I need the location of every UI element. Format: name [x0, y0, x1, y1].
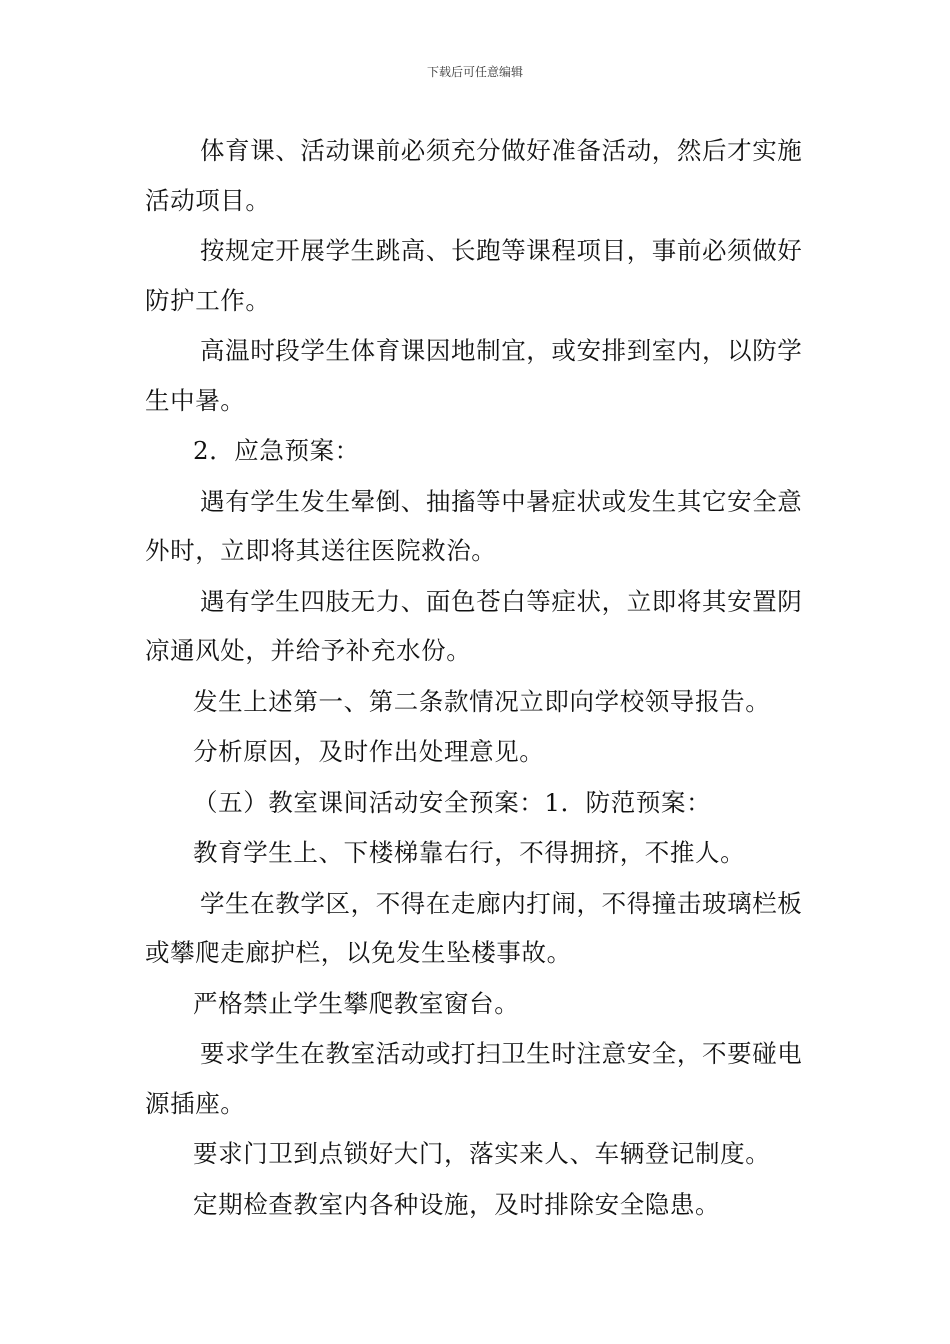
section-heading: 2．应急预案：: [193, 436, 360, 465]
paragraph: 定期检查教室内各种设施，及时排除安全隐患。: [193, 1189, 721, 1219]
document-body: [145, 126, 810, 1230]
paragraph: 严格禁止学生攀爬教室窗台。: [193, 988, 520, 1018]
paragraph: 学生在教学区，不得在走廊内打闹，不得撞击玻璃栏板或攀爬走廊护栏，以免发生坠楼事故。: [145, 888, 803, 967]
paragraph: 教育学生上、下楼梯靠右行，不得拥挤，不推人。: [193, 838, 746, 867]
paragraph: 分析原因，及时作出处理意见。: [193, 737, 545, 766]
paragraph: 要求学生在教室活动或打扫卫生时注意安全，不要碰电源插座。: [145, 1039, 803, 1118]
paragraph: 遇有学生四肢无力、面色苍白等症状，立即将其安置阴凉通风处，并给予补充水份。: [145, 586, 803, 665]
paragraph: 要求门卫到点锁好大门，落实来人、车辆登记制度。: [193, 1139, 771, 1168]
paragraph: 高温时段学生体育课因地制宜，或安排到室内，以防学生中暑。: [145, 336, 803, 415]
section-heading: （五）教室课间活动安全预案：1．防范预案：: [193, 787, 712, 817]
paragraph: 体育课、活动课前必须充分做好准备活动，然后才实施活动项目。: [145, 136, 803, 215]
page-header-note: 下载后可任意编辑: [426, 65, 523, 79]
paragraph: 发生上述第一、第二条款情况立即向学校领导报告。: [193, 686, 771, 716]
paragraph: 按规定开展学生跳高、长跑等课程项目，事前必须做好防护工作。: [145, 236, 803, 315]
paragraph: 遇有学生发生晕倒、抽搐等中暑症状或发生其它安全意外时，立即将其送往医院救治。: [145, 486, 803, 565]
